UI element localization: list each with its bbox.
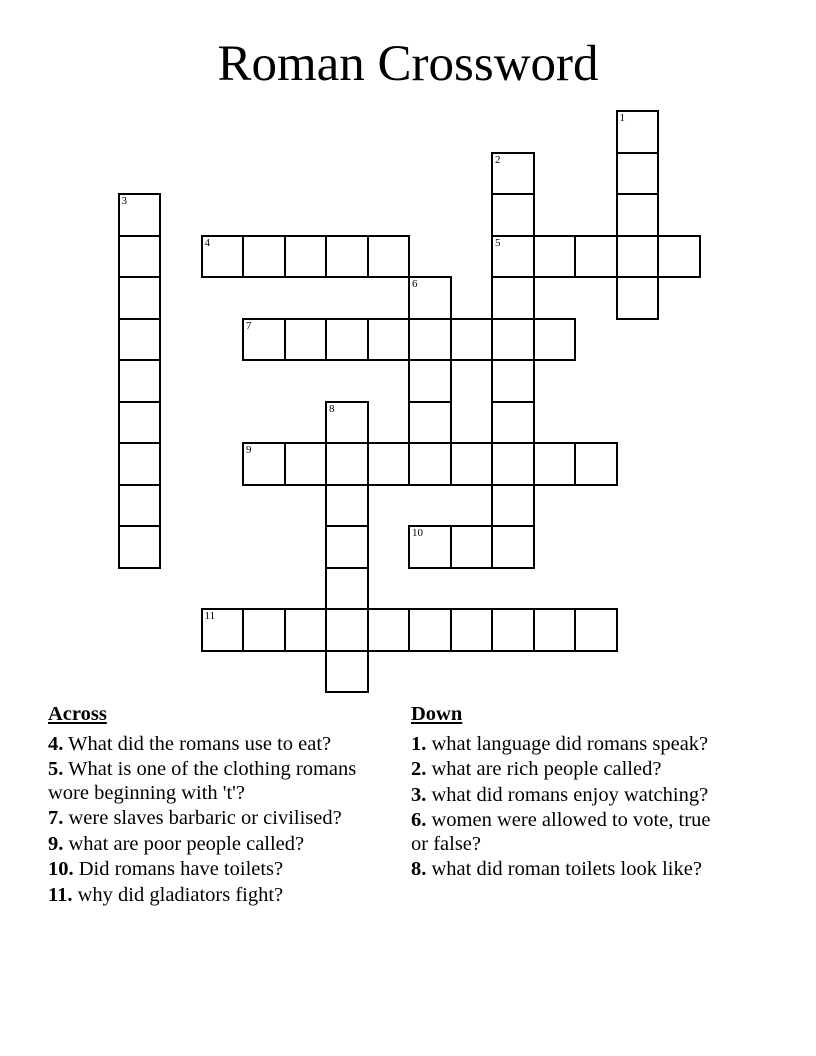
- grid-cell[interactable]: [325, 650, 369, 694]
- grid-cell[interactable]: [616, 235, 660, 279]
- grid-cell[interactable]: [450, 318, 494, 362]
- grid-cell[interactable]: [491, 193, 535, 237]
- grid-cell[interactable]: [325, 525, 369, 569]
- across-clues: [48, 703, 388, 909]
- cell-number: 2: [495, 153, 501, 166]
- grid-cell[interactable]: [118, 525, 162, 569]
- clue-text: what did roman toilets look like?: [431, 858, 702, 880]
- grid-cell[interactable]: [367, 442, 411, 486]
- grid-cell[interactable]: [574, 442, 618, 486]
- cell-number: 9: [246, 444, 252, 456]
- clue-number: 11.: [48, 883, 73, 906]
- across-clue: [48, 758, 388, 805]
- cell-number: 4: [204, 236, 210, 249]
- grid-cell[interactable]: [491, 276, 535, 320]
- clue-number: 4.: [48, 732, 64, 755]
- grid-cell[interactable]: [325, 401, 369, 445]
- cell-number: 3: [121, 195, 127, 207]
- grid-cell[interactable]: [325, 608, 369, 652]
- cell-number: 6: [412, 278, 418, 290]
- down-clue: [411, 784, 731, 808]
- grid-cell[interactable]: [491, 442, 535, 486]
- across-clue-list: [48, 733, 388, 908]
- grid-cell[interactable]: [325, 318, 369, 362]
- cell-number: 10: [412, 527, 423, 539]
- grid-cell[interactable]: [118, 276, 162, 320]
- grid-cell[interactable]: [201, 608, 245, 652]
- clue-text: What did the romans use to eat?: [68, 732, 332, 755]
- clue-text: were slaves barbaric or civilised?: [68, 807, 342, 829]
- grid-cell[interactable]: [533, 318, 577, 362]
- grid-cell[interactable]: [408, 359, 452, 403]
- grid-cell[interactable]: [118, 442, 162, 486]
- down-clue: [411, 858, 731, 882]
- grid-cell[interactable]: [657, 235, 701, 279]
- grid-cell[interactable]: [242, 235, 286, 279]
- grid-cell[interactable]: [450, 525, 494, 569]
- clue-text: what language did romans speak?: [431, 732, 709, 755]
- clue-text: What is one of the clothing romans wore beginning with 't'?: [48, 758, 357, 804]
- grid-cell[interactable]: [491, 235, 535, 279]
- grid-cell[interactable]: [408, 276, 452, 320]
- grid-cell[interactable]: [616, 193, 660, 237]
- clue-number: 1.: [411, 732, 427, 755]
- clue-text: Did romans have toilets?: [78, 858, 284, 880]
- puzzle-title: Roman Crossword: [217, 36, 599, 92]
- grid-cell[interactable]: [408, 442, 452, 486]
- grid-cell[interactable]: [491, 525, 535, 569]
- grid-cell[interactable]: [242, 442, 286, 486]
- grid-cell[interactable]: [491, 318, 535, 362]
- grid-cell[interactable]: [533, 608, 577, 652]
- grid-cell[interactable]: [367, 318, 411, 362]
- cell-number: 8: [329, 402, 335, 415]
- clue-number: 6.: [411, 809, 427, 831]
- grid-cell[interactable]: [284, 318, 328, 362]
- across-clue: [48, 833, 388, 857]
- grid-cell[interactable]: [118, 359, 162, 403]
- grid-cell[interactable]: [616, 110, 660, 154]
- grid-cell[interactable]: [118, 401, 162, 445]
- grid-cell[interactable]: [408, 401, 452, 445]
- cell-number: 5: [495, 236, 501, 249]
- across-heading: Across: [48, 703, 107, 725]
- grid-cell[interactable]: [284, 235, 328, 279]
- across-clue: [48, 807, 388, 831]
- grid-cell[interactable]: [118, 193, 162, 237]
- grid-cell[interactable]: [367, 235, 411, 279]
- across-clue: [48, 733, 388, 757]
- grid-cell[interactable]: [491, 359, 535, 403]
- grid-cell[interactable]: [201, 235, 245, 279]
- clue-text: what are poor people called?: [68, 832, 305, 855]
- clue-text: what are rich people called?: [431, 758, 662, 780]
- clue-number: 10.: [48, 858, 74, 880]
- down-clue: [411, 733, 731, 757]
- down-heading: Down: [411, 703, 463, 725]
- grid-cell[interactable]: [325, 567, 369, 611]
- down-clues: [411, 703, 731, 884]
- grid-cell[interactable]: [574, 235, 618, 279]
- grid-cell[interactable]: [408, 608, 452, 652]
- grid-cell[interactable]: [491, 484, 535, 528]
- grid-cell[interactable]: [408, 525, 452, 569]
- cell-number: 7: [246, 319, 252, 332]
- clue-number: 3.: [411, 783, 427, 806]
- grid-cell[interactable]: [491, 401, 535, 445]
- clue-number: 2.: [411, 758, 427, 780]
- grid-cell[interactable]: [242, 318, 286, 362]
- grid-cell[interactable]: [325, 442, 369, 486]
- grid-cell[interactable]: [284, 442, 328, 486]
- across-clue: [48, 858, 388, 882]
- grid-cell[interactable]: [533, 235, 577, 279]
- clue-number: 8.: [411, 858, 427, 880]
- grid-cell[interactable]: [118, 235, 162, 279]
- grid-cell[interactable]: [491, 608, 535, 652]
- cell-number: 11: [204, 610, 216, 622]
- grid-cell[interactable]: [491, 152, 535, 196]
- grid-cell[interactable]: [616, 276, 660, 320]
- clue-text: women were allowed to vote, true or false?: [411, 809, 711, 855]
- across-clue: [48, 884, 388, 908]
- clue-number: 5.: [48, 758, 64, 780]
- cell-number: 1: [619, 112, 625, 124]
- clue-text: why did gladiators fight?: [77, 883, 284, 906]
- clue-text: what did romans enjoy watching?: [431, 783, 709, 806]
- grid-cell[interactable]: [450, 442, 494, 486]
- down-clue: [411, 758, 731, 782]
- down-clue: [411, 809, 731, 856]
- grid-cell[interactable]: [408, 318, 452, 362]
- grid-cell[interactable]: [616, 152, 660, 196]
- grid-cell[interactable]: [242, 608, 286, 652]
- grid-cell[interactable]: [118, 318, 162, 362]
- clue-number: 7.: [48, 807, 64, 829]
- grid-cell[interactable]: [574, 608, 618, 652]
- grid-cell[interactable]: [118, 484, 162, 528]
- grid-cell[interactable]: [367, 608, 411, 652]
- grid-cell[interactable]: [284, 608, 328, 652]
- grid-cell[interactable]: [325, 484, 369, 528]
- clue-number: 9.: [48, 832, 64, 855]
- down-clue-list: [411, 733, 731, 882]
- grid-cell[interactable]: [325, 235, 369, 279]
- grid-cell[interactable]: [533, 442, 577, 486]
- grid-cell[interactable]: [450, 608, 494, 652]
